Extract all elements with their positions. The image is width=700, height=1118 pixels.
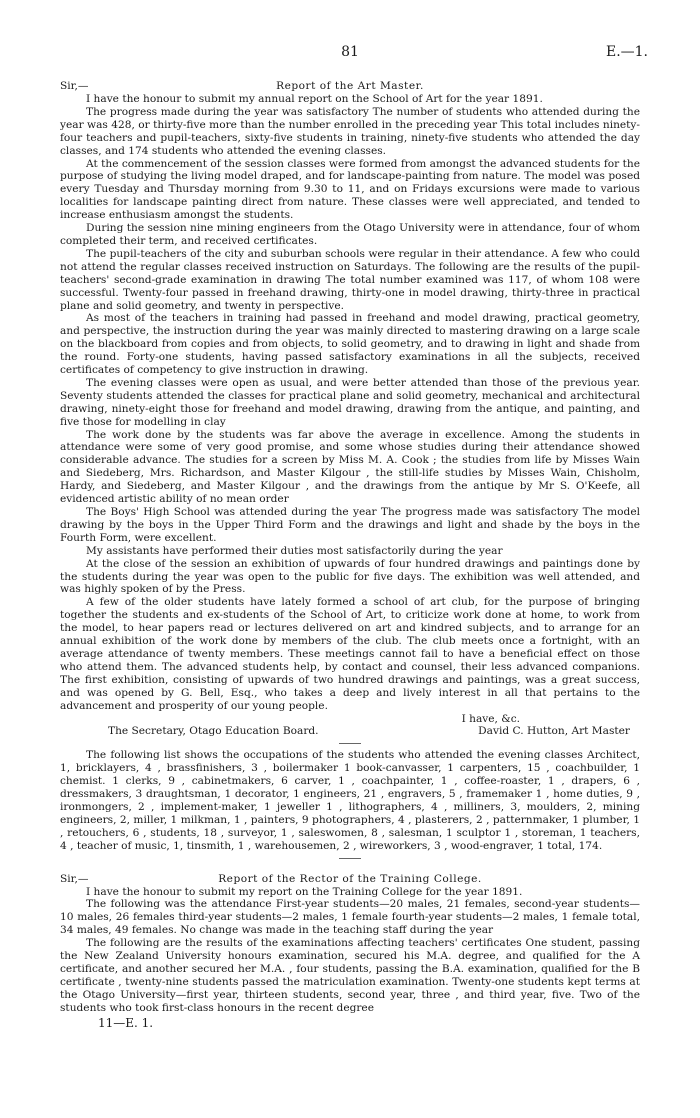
section-title: Report of the Rector of the Training College. <box>218 872 482 885</box>
occupations-list: The following list shows the occupations of the students who attended the evening classes Architect, 1, bricklayers, 4 , brassfinishers, 3 , boilermaker 1 book-canvasser, 1 carpenters, 15 , coachbuilder, 1 chemist. 1 clerks, 9 , cabinetmakers, 6 carver, 1 , coachpainter, 1 , coffee-roaster, 1 , drapers, 6 , dressmakers, 3 draughtsman, 1 decorator, 1 engineers, 21 , engravers, 5 , framemaker 1 , home duties, 9 , ironmongers, 2 , implement-maker, 1 jeweller 1 , lithographers, 4 , milliners, 3, moulders, 2, mining engineers, 2, miller, 1 milkman, 1 , painters, 9 photographers, 4 , plasterers, 2 , patternmaker, 1 plumber, 1 , retouchers, 6 , students, 18 , surveyor, 1 , saleswomen, 8 , salesman, 1 sculptor 1 , storeman, 1 teachers, 4 , teacher of music, 1, tinsmith, 1 , warehousemen, 2 , wireworkers, 3 , wood-engraver, 1 total, 174. <box>60 749 640 852</box>
paragraph: As most of the teachers in training had passed in freehand and model drawing, practical geometry, and perspective, the instruction during the year was mainly directed to mastering drawing on a large scale on the blackboard from copies and from objects, to solid geometry, and to drawing in light and shade from the round. Forty-one students, having passed satisfactory examinations in all the subjects, received certificates of competency to give instruction in drawing. <box>60 312 640 377</box>
paragraph: I have the honour to submit my annual report on the School of Art for the year 1891. <box>86 93 543 105</box>
paragraph: A few of the older students have lately formed a school of art club, for the purpose of bringing together the students and ex-students of the School of Art, to criticize work done at home, to work from the model, to hear papers read or lectures delivered on art and kindred subjects, and to arrange for an annual exhibition of the work done by members of the club. The club meets once a fortnight, with an average attendance of twenty members. These meetings cannot fail to have a beneficial effect on those who attend them. The advanced students help, by contact and counsel, their less advanced companions. The first exhibition, consisting of upwards of two hundred drawings and paintings, was a great success, and was opened by G. Bell, Esq., who takes a deep and lively interest in all that pertains to the advancement and prosperity of our young people. <box>60 596 640 712</box>
signature-block <box>60 725 640 738</box>
section-divider <box>339 858 361 859</box>
paragraph: The following was the attendance First-year students—20 males, 21 females, second-year students—10 males, 26 females third-year students—2 males, 1 female fourth-year students—2 males, 1 female total, 34 males, 49 females. No change was made in the teaching staff during the year <box>60 898 640 937</box>
college-report-heading <box>60 873 640 886</box>
spacer <box>60 864 640 873</box>
page-body <box>60 80 640 1030</box>
art-report-heading <box>60 80 640 93</box>
salutation: Sir,— <box>60 872 89 885</box>
page-number: 81 <box>341 44 359 60</box>
paragraph: The work done by the students was far above the average in excellence. Among the students in attendance were some of very good promise, and some whose studies during their attendance showed considerable advance. The studies for a screen by Miss M. A. Cook ; the studies from life by Misses Wain and Siedeberg, Mrs. Richardson, and Master Kilgour , the still-life studies by Misses Wain, Chisholm, Hardy, and Siedeberg, and Master Kilgour , and the drawings from the antique by Mr S. O'Keefe, all evidenced artistic ability of no mean order <box>60 428 640 506</box>
paragraph: The following are the results of the examinations affecting teachers' certificates One student, passing the New Zealand University honours examination, secured his M.A. degree, and qualified for the A certificate, and another secured her M.A. , four students, passing the B.A. examination, qualified for the B certificate , twenty-nine students passed the matriculation examination. Twenty-one students kept terms at the Otago University—first year, thirteen students, second year, three , and third year, five. Two of the students who took first-class honours in the recent degree <box>60 937 640 1014</box>
paragraph: My assistants have performed their duties most satisfactorily during the year <box>86 544 503 557</box>
signature-mark: 11—E. 1. <box>98 1015 154 1030</box>
paragraph: At the close of the session an exhibition of upwards of four hundred drawings and paintings done by the students during the year was open to the public for five days. The exhibition was well attended, and was highly spoken of by the Press. <box>60 557 640 596</box>
paragraph: The Boys' High School was attended during the year The progress made was satisfactory The model drawing by the boys in the Upper Third Form and the drawings and light and shade by the boys in the Fourth Form, were excellent. <box>60 506 640 544</box>
paragraph: The evening classes were open as usual, and were better attended than those of the previous year. Seventy students attended the classes for practical plane and solid geometry, mechanical and architectural drawing, ninety-eight those for freehand and model drawing, drawing from the antique, and painting, and five those for modelling in clay <box>60 376 640 428</box>
addressee: The Secretary, Otago Education Board. <box>108 725 319 738</box>
document-reference: E.—1. <box>605 44 648 60</box>
paragraph: At the commencement of the session classes were formed from amongst the advanced students for the purpose of studying the living model draped, and for landscape-painting from nature. The model was posed every Tuesday and Thursday morning from 9.30 to 11, and on Fridays excursions were made to various localities for landscape painting direct from nature. These classes were well appreciated, and tended to increase enthusiasm amongst the students. <box>60 157 640 222</box>
signature: David C. Hutton, Art Master <box>478 725 630 738</box>
section-divider <box>339 743 361 744</box>
paragraph: The progress made during the year was satisfactory The number of students who attended during the year was 428, or thirty-five more than the number enrolled in the preceding year This total includes ninety-four teachers and pupil-teachers, sixty-five students in training, ninety-five students who attended the day classes, and 174 students who attended the evening classes. <box>60 105 640 157</box>
section-title: Report of the Art Master. <box>276 80 424 92</box>
salutation: Sir,— <box>60 80 89 92</box>
paragraph: During the session nine mining engineers from the Otago University were in attendance, four of whom completed their term, and received certificates. <box>60 222 640 247</box>
paragraph: I have the honour to submit my report on the Training College for the year 1891. <box>86 885 523 898</box>
paragraph: The pupil-teachers of the city and suburban schools were regular in their attendance. A few who could not attend the regular classes received instruction on Saturdays. The following are the results of the pupil-teachers' second-grade examination in drawing The total number examined was 117, of whom 108 were successful. Twenty-four passed in freehand drawing, thirty-one in model drawing, thirty-three in practical plane and solid geometry, and twenty in perspective. <box>60 247 640 312</box>
closing: I have, &c. <box>461 712 520 725</box>
